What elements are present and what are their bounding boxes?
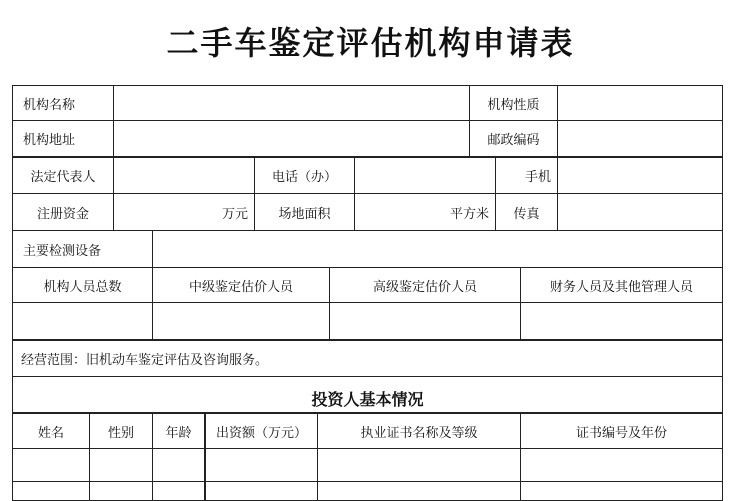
org-address-field[interactable]	[113, 120, 470, 157]
investor-header-certificate: 执业证书名称及等级	[317, 412, 521, 449]
registered-capital-label: 注册资金	[12, 193, 114, 231]
business-scope: 经营范围：旧机动车鉴定评估及咨询服务。	[12, 339, 723, 377]
main-equipment-field[interactable]	[152, 230, 723, 268]
org-name-field[interactable]	[113, 85, 470, 121]
org-nature-field[interactable]	[557, 85, 723, 121]
org-name-label: 机构名称	[12, 85, 114, 121]
phone-office-field[interactable]	[354, 156, 496, 194]
investor-header-age: 年龄	[152, 412, 205, 449]
site-area-field[interactable]	[354, 193, 496, 231]
phone-office-label: 电话（办）	[254, 156, 355, 194]
mobile-label: 手机	[495, 156, 558, 194]
fax-label: 传真	[495, 193, 558, 231]
investor-name-field[interactable]	[12, 481, 90, 501]
registered-capital-field[interactable]	[113, 193, 255, 231]
staff-finance-field[interactable]	[520, 302, 723, 340]
investor-capital-field[interactable]	[204, 448, 318, 482]
postal-code-field[interactable]	[557, 120, 723, 157]
investor-cert-number-field[interactable]	[520, 448, 723, 482]
investor-gender-field[interactable]	[89, 448, 153, 482]
legal-rep-label: 法定代表人	[12, 156, 114, 194]
staff-header-finance: 财务人员及其他管理人员	[520, 267, 723, 303]
staff-header-intermediate: 中级鉴定估价人员	[152, 267, 330, 303]
staff-header-total: 机构人员总数	[12, 267, 153, 303]
investor-header-capital: 出资额（万元）	[204, 412, 318, 449]
main-equipment-label: 主要检测设备	[12, 230, 153, 268]
form-title: 二手车鉴定评估机构申请表	[166, 24, 575, 62]
staff-total-field[interactable]	[12, 302, 153, 340]
fax-field[interactable]	[557, 193, 723, 231]
mobile-field[interactable]	[557, 156, 723, 194]
investor-header-cert-number: 证书编号及年份	[520, 412, 723, 449]
staff-senior-field[interactable]	[329, 302, 521, 340]
area-unit: 平方米	[449, 206, 489, 222]
investor-header-gender: 性别	[89, 412, 153, 449]
site-area-label: 场地面积	[254, 193, 355, 231]
investor-name-field[interactable]	[12, 448, 90, 482]
investor-certificate-field[interactable]	[317, 448, 521, 482]
investor-certificate-field[interactable]	[317, 481, 521, 501]
staff-header-senior: 高级鉴定估价人员	[329, 267, 521, 303]
capital-unit: 万元	[221, 206, 248, 222]
staff-intermediate-field[interactable]	[152, 302, 330, 340]
investor-gender-field[interactable]	[89, 481, 153, 501]
investor-cert-number-field[interactable]	[520, 481, 723, 501]
org-address-label: 机构地址	[12, 120, 114, 157]
investor-age-field[interactable]	[152, 448, 205, 482]
investor-age-field[interactable]	[152, 481, 205, 501]
investor-section-title: 投资人基本情况	[12, 376, 723, 413]
postal-code-label: 邮政编码	[469, 120, 558, 157]
investor-capital-field[interactable]	[204, 481, 318, 501]
org-nature-label: 机构性质	[469, 85, 558, 121]
legal-rep-field[interactable]	[113, 156, 255, 194]
investor-header-name: 姓名	[12, 412, 90, 449]
